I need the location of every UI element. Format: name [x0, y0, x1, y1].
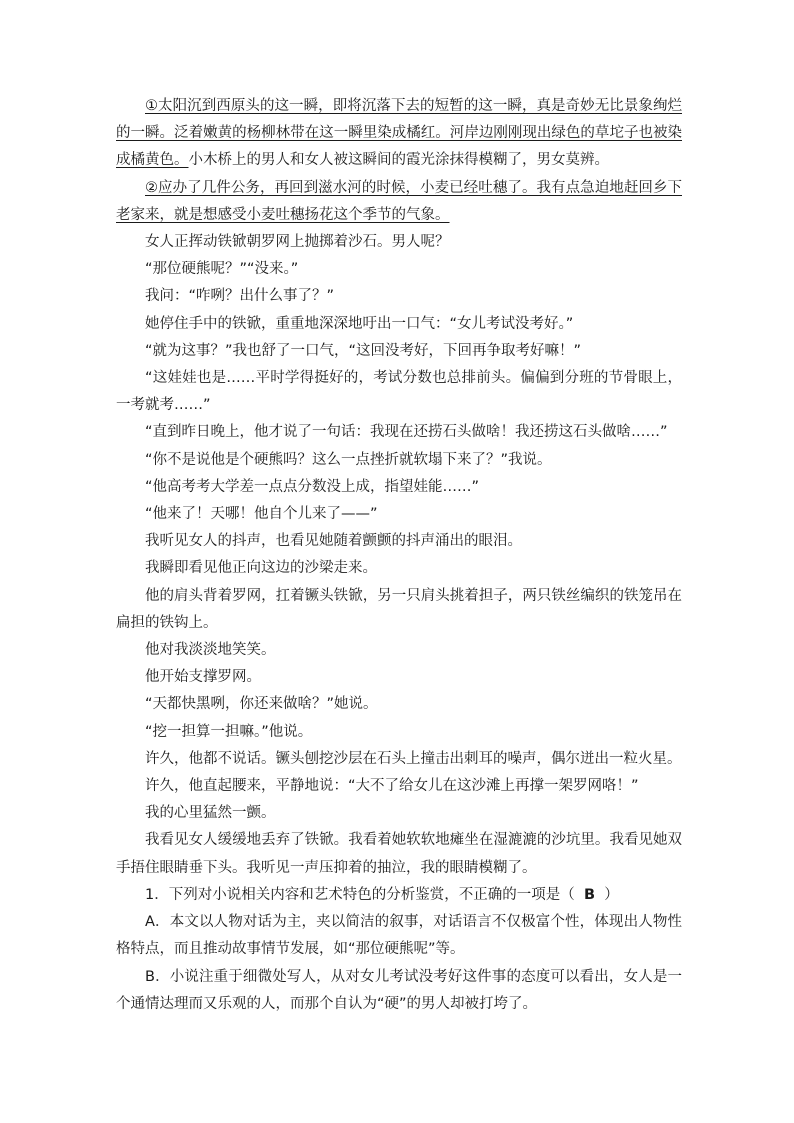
paragraph: “这娃娃也是……平时学得挺好的，考试分数也总排前头。偏偏到分班的节骨眼上，一考就考……” [116, 370, 682, 414]
paragraph: “就为这事？”我也舒了一口气，“这回没考好，下回再争取考好嘛！” [145, 342, 582, 359]
underlined-passage-1: ①太阳沉到西原头的这一瞬，即将沉落下去的短暂的这一瞬，真是奇妙无比景象绚烂的一瞬。泛着嫩黄的杨柳林带在这一瞬里染成橘红。河岸边刚刚现出绿色的草坨子也被染成橘黄色。 [116, 98, 682, 169]
paragraph: 我问：“咋咧？出什么事了？” [145, 288, 335, 305]
option-b: B．小说注重于细微处写人，从对女儿考试没考好这件事的态度可以看出，女人是一个通情达理而又乐观的人，而那个自认为“硬”的男人却被打垮了。 [116, 968, 682, 1012]
question-close: ） [604, 886, 619, 903]
paragraph-1-tail: 小木桥上的男人和女人被这瞬间的霞光涂抹得模糊了，男女莫辨。 [188, 152, 609, 169]
paragraph: 许久，他都不说话。镢头刨挖沙层在石头上撞击出刺耳的噪声，偶尔迸出一粒火星。 [145, 750, 682, 767]
question-stem: 1．下列对小说相关内容和艺术特色的分析鉴赏，不正确的一项是（ [145, 886, 575, 903]
question-1 [116, 882, 682, 909]
paragraph: 她停住手中的铁锨，重重地深深地吁出一口气：“女儿考试没考好。” [145, 315, 574, 332]
question-answer: B [583, 886, 596, 903]
paragraph: 我听见女人的抖声，也看见她随着颤颤的抖声涌出的眼泪。 [145, 533, 522, 550]
option-a: A．本文以人物对话为主，夹以简洁的叙事，对话语言不仅极富个性，体现出人物性格特点，而且推动故事情节发展，如“那位硬熊呢”等。 [116, 914, 682, 958]
paragraph: 他对我淡淡地笑笑。 [145, 642, 276, 659]
paragraph: 他开始支撑罗网。 [145, 669, 261, 686]
paragraph-2 [116, 175, 682, 229]
paragraph: “他高考考大学差一点点分数没上成，指望娃能……” [145, 478, 480, 495]
underlined-passage-2: ②应办了几件公务，再回到滋水河的时候，小麦已经吐穗了。我有点急迫地赶回乡下老家来，就是想感受小麦吐穗扬花这个季节的气象。 [116, 179, 682, 223]
document-page [116, 93, 682, 1018]
paragraph: “挖一担算一担嘛。”他说。 [145, 723, 313, 740]
paragraph: 他的肩头背着罗网，扛着镢头铁锨，另一只肩头挑着担子，两只铁丝编织的铁笼吊在扁担的铁钩上。 [116, 587, 682, 631]
paragraph: 我的心里猛然一颤。 [145, 805, 276, 822]
paragraph: 女人正挥动铁锨朝罗网上抛掷着沙石。男人呢？ [145, 234, 450, 251]
paragraph-1 [116, 93, 682, 175]
paragraph: “你不是说他是个硬熊吗？这么一点挫折就软塌下来了？”我说。 [145, 451, 552, 468]
paragraph: “他来了！天哪！他自个儿来了——” [145, 506, 378, 523]
paragraph: 许久，他直起腰来，平静地说：“大不了给女儿在这沙滩上再撑一架罗网咯！” [145, 778, 639, 795]
paragraph: “天都快黑咧，你还来做啥？”她说。 [145, 696, 378, 713]
paragraph: 我看见女人缓缓地丢弃了铁锨。我看着她软软地瘫坐在湿漉漉的沙坑里。我看见她双手捂住眼睛垂下头。我听见一声压抑着的抽泣，我的眼睛模糊了。 [116, 832, 682, 876]
paragraph: “那位硬熊呢？”“没来。” [145, 261, 299, 278]
paragraph: “直到昨日晚上，他才说了一句话：我现在还捞石头做啥！我还捞这石头做啥……” [145, 424, 668, 441]
paragraph: 我瞬即看见他正向这边的沙梁走来。 [145, 560, 377, 577]
